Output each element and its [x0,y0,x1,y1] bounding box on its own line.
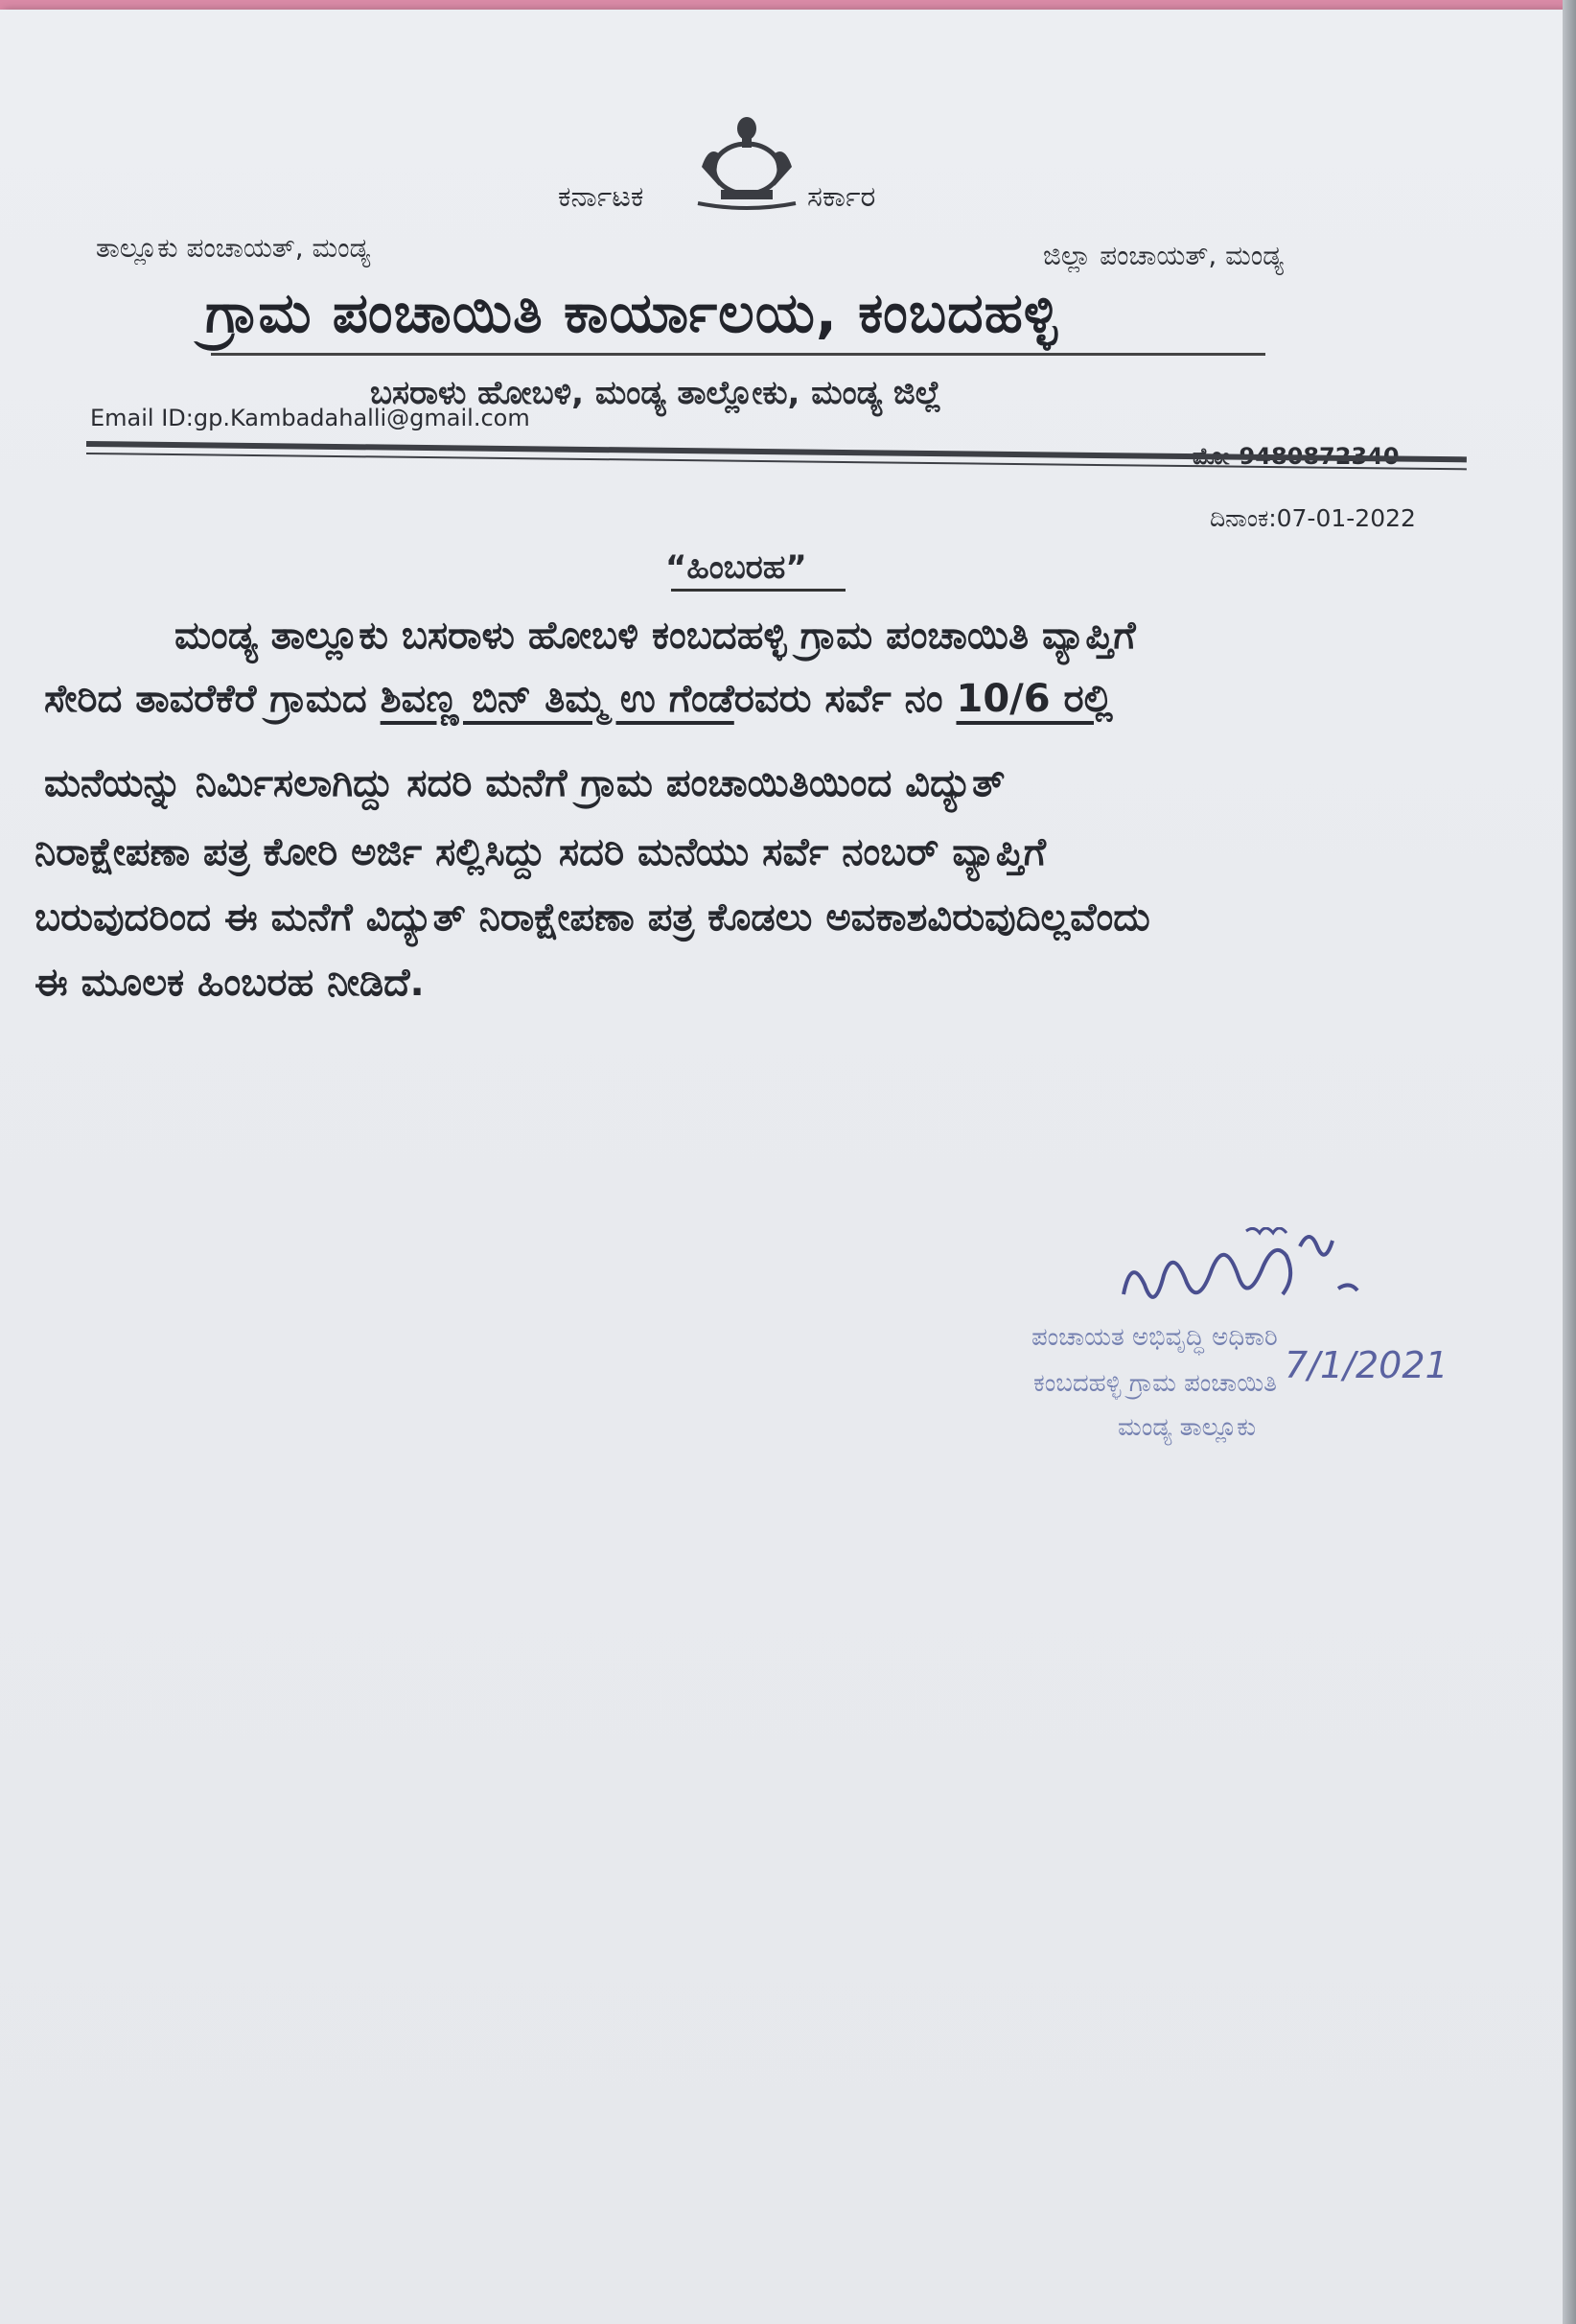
body-text: ರವರು ಸರ್ವೆ ನಂ [733,677,957,721]
letter-date: ದಿನಾಂಕ:07-01-2022 [1210,504,1416,532]
signature-icon [1112,1227,1361,1333]
survey-number: 10/6 ರಲ್ಲಿ [956,677,1113,721]
body-line: ಮಂಡ್ಯ ತಾಲ್ಲೂಕು ಬಸರಾಳು ಹೋಬಳಿ ಕಂಬದಹಳ್ಳಿ ಗ್ರಾಮ ಪಂಚಾಯಿತಿ ವ್ಯಾಪ್ತಿಗೆ [174,614,1136,658]
letter-page [0,10,1563,2324]
body-line: ಮನೆಯನ್ನು ನಿರ್ಮಿಸಲಾಗಿದ್ದು ಸದರಿ ಮನೆಗೆ ಗ್ರಾಮ ಪಂಚಾಯಿತಿಯಿಂದ ವಿದ್ಯುತ್ [44,761,1006,805]
government-label-left: ಕರ್ನಾಟಕ [558,180,644,214]
karnataka-emblem-icon [692,109,801,213]
office-title: ಗ್ರಾಮ ಪಂಚಾಯಿತಿ ಕಾರ್ಯಾಲಯ, ಕಂಬದಹಳ್ಳಿ [205,280,1059,345]
office-address: ಬಸರಾಳು ಹೋಬಳಿ, ಮಂಡ್ಯ ತಾಲ್ಲೋಕು, ಮಂಡ್ಯ ಜಿಲ್ಲೆ [370,374,942,412]
heading-underline [671,589,846,592]
title-underline [211,353,1265,356]
signature-date: 7/1/2021 [1285,1344,1449,1386]
body-line: ನಿರಾಕ್ಷೇಪಣಾ ಪತ್ರ ಕೋರಿ ಅರ್ಜಿ ಸಲ್ಲಿಸಿದ್ದು ಸದರಿ ಮನೆಯು ಸರ್ವೆ ನಂಬರ್ ವ್ಯಾಪ್ತಿಗೆ [35,830,1046,874]
body-line: ಈ ಮೂಲಕ ಹಿಂಬರಹ ನೀಡಿದೆ. [35,961,425,1005]
page-edge [1563,0,1576,2324]
letter-heading: “ಹಿಂಬರಹ” [665,548,807,587]
body-line: ಬರುವುದರಿಂದ ಈ ಮನೆಗೆ ವಿದ್ಯುತ್ ನಿರಾಕ್ಷೇಪಣಾ ಪತ್ರ ಕೊಡಲು ಅವಕಾಶವಿರುವುದಿಲ್ಲವೆಂದು [35,895,1150,940]
government-label-right: ಸರ್ಕಾರ [807,180,876,214]
seal-taluk: ಮಂಡ್ಯ ತಾಲ್ಲೂಕು [1118,1413,1257,1442]
body-line [44,677,1113,721]
body-text: ಸೇರಿದ ತಾವರೆಕೆರೆ ಗ್ರಾಮದ [44,677,381,721]
owner-name: ಶಿವಣ್ಣ ಬಿನ್ ತಿಮ್ಮ ಉ ಗೆಂಡೆ [380,677,734,721]
seal-office: ಕಂಬದಹಳ್ಳಿ ಗ್ರಾಮ ಪಂಚಾಯಿತಿ [1033,1369,1277,1398]
seal-designation: ಪಂಚಾಯತ ಅಭಿವೃದ್ಧಿ ಅಧಿಕಾರಿ [1031,1323,1278,1352]
zilla-panchayat-label: ಜಿಲ್ಲಾ ಪಂಚಾಯತ್, ಮಂಡ್ಯ [1043,240,1284,271]
taluk-panchayat-label: ತಾಲ್ಲೂಕು ಪಂಚಾಯತ್, ಮಂಡ್ಯ [96,232,371,264]
email-address: Email ID:gp.Kambadahalli@gmail.com [90,405,530,431]
